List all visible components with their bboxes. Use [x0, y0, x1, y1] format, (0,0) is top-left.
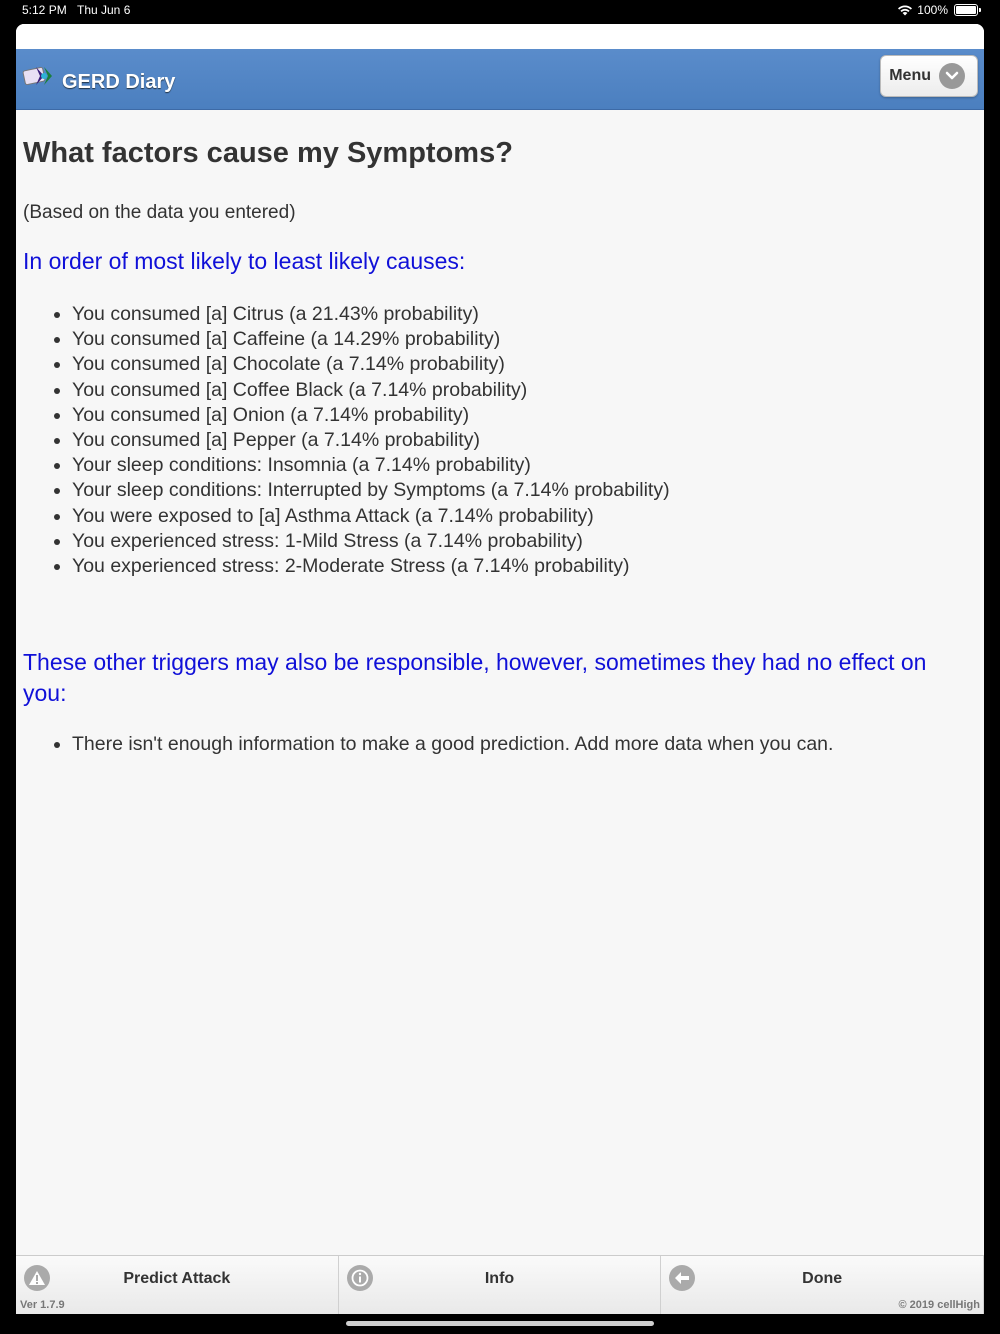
app-logo-icon	[22, 63, 56, 89]
chevron-down-icon	[939, 63, 965, 89]
list-item: • You consumed [a] Onion (a 7.14% probability)	[72, 403, 670, 428]
status-bar	[0, 0, 1000, 24]
app-header	[16, 49, 984, 110]
list-item: • You experienced stress: 2-Moderate Stress (a 7.14% probability)	[72, 554, 670, 579]
app-screen	[16, 24, 984, 1314]
status-right	[897, 3, 978, 17]
wifi-icon	[897, 4, 913, 16]
tab-label: Predict Attack	[123, 1270, 231, 1287]
back-arrow-icon	[669, 1265, 695, 1291]
other-triggers-list	[50, 732, 833, 757]
list-item: • You consumed [a] Coffee Black (a 7.14% probability)	[72, 378, 670, 403]
likely-causes-list	[50, 302, 670, 579]
list-item: • You were exposed to [a] Asthma Attack (a 7.14% probability)	[72, 504, 670, 529]
list-item: • There isn't enough information to make a good prediction. Add more data when you can.	[72, 732, 833, 757]
battery-icon	[954, 4, 978, 16]
likely-causes-heading: In order of most likely to least likely causes:	[23, 248, 466, 274]
tab-label: Done	[802, 1270, 843, 1287]
other-triggers-heading: These other triggers may also be responsible, however, sometimes they had no effect on you:	[23, 649, 927, 706]
list-item: • You consumed [a] Caffeine (a 14.29% probability)	[72, 327, 670, 352]
basis-note: (Based on the data you entered)	[23, 202, 296, 223]
version-label: Ver 1.7.9	[20, 1299, 65, 1311]
list-item: • You experienced stress: 1-Mild Stress (a 7.14% probability)	[72, 529, 670, 554]
status-date: Thu Jun 6	[77, 3, 131, 17]
app-title: GERD Diary	[62, 71, 176, 93]
status-time: 5:12 PM	[22, 3, 67, 17]
tab-label: Info	[484, 1270, 515, 1287]
battery-percent: 100%	[917, 3, 948, 17]
menu-button[interactable]	[880, 55, 978, 97]
menu-label: Menu	[889, 67, 931, 84]
home-indicator[interactable]	[346, 1321, 654, 1326]
list-item: • You consumed [a] Chocolate (a 7.14% probability)	[72, 352, 670, 377]
copyright-label: © 2019 cellHigh	[898, 1299, 980, 1311]
bottom-tab-bar	[16, 1255, 984, 1314]
top-strip	[16, 24, 984, 49]
list-item: • Your sleep conditions: Interrupted by Symptoms (a 7.14% probability)	[72, 478, 670, 503]
page-title: What factors cause my Symptoms?	[23, 137, 513, 169]
warning-icon	[24, 1265, 50, 1291]
list-item: • You consumed [a] Citrus (a 21.43% probability)	[72, 302, 670, 327]
tab-info[interactable]	[339, 1256, 662, 1314]
list-item: • You consumed [a] Pepper (a 7.14% probability)	[72, 428, 670, 453]
list-item: • Your sleep conditions: Insomnia (a 7.14% probability)	[72, 453, 670, 478]
info-icon	[347, 1265, 373, 1291]
